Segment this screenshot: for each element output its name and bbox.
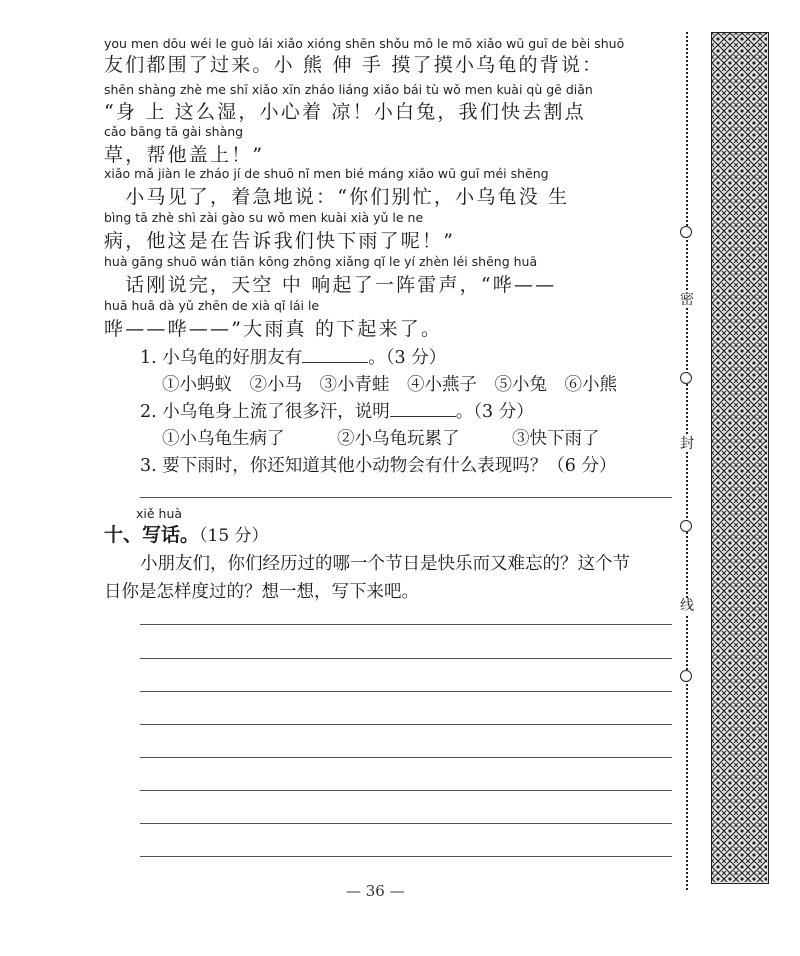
answer-blank[interactable] <box>302 348 368 363</box>
section-points: （15 分） <box>199 526 269 546</box>
section-title-pinyin: xiě huà <box>136 506 183 521</box>
pinyin-line-4: xiǎo mǎ jiàn le zháo jí de shuō nǐ men bié máng xiǎo wū guī méi shēng <box>104 166 549 181</box>
question-text: 要下雨时，你还知道其他小动物会有什么表现吗？（6 分） <box>162 456 617 476</box>
pinyin-line-7: huā huā dà yǔ zhēn de xià qǐ lái le <box>104 298 320 313</box>
pinyin-line-6: huà gāng shuō wán tiān kōng zhōng xiǎng qǐ le yí zhèn léi shēng huā <box>104 254 538 269</box>
hanzi-line-2: “身 上 这么湿，小心着 凉！小白兔，我们快去割点 <box>104 101 586 123</box>
pinyin-line-3: cǎo bāng tā gài shàng <box>104 124 244 139</box>
question-number: 2. <box>140 402 157 422</box>
writing-line[interactable] <box>140 790 672 791</box>
section-title-text: 十、写话。 <box>104 524 200 546</box>
hanzi-line-3: 草，帮他盖上！” <box>104 144 265 166</box>
question-points: 。（3 分） <box>368 348 447 368</box>
hanzi-line-6: 话刚说完，天空 中 响起了一阵雷声，“哗—— <box>104 274 557 296</box>
question-text: 小乌龟的好朋友有 <box>162 348 303 368</box>
binding-ring <box>680 372 692 384</box>
question-3 <box>140 452 616 477</box>
question-number: 3. <box>140 456 157 476</box>
section-title <box>104 520 269 547</box>
answer-line-q3[interactable] <box>140 497 672 498</box>
pinyin-line-5: bìng tā zhè shì zài gào su wǒ men kuài xià yǔ le ne <box>104 210 424 225</box>
question-text: 小乌龟身上流了很多汗，说明 <box>162 402 390 422</box>
hanzi-line-5: 病，他这是在告诉我们快下雨了呢！” <box>104 230 456 252</box>
binding-ring <box>680 670 692 682</box>
writing-line[interactable] <box>140 823 672 824</box>
hanzi-line-7: 哗——哗——”大雨真 的下起来了。 <box>104 318 443 340</box>
writing-line[interactable] <box>140 624 672 625</box>
binding-dotted-line <box>686 32 688 890</box>
binding-ring <box>680 520 692 532</box>
binding-label-mi: 密 <box>680 292 694 308</box>
writing-prompt-line-1: 小朋友们，你们经历过的哪一个节日是快乐而又难忘的？这个节 <box>140 554 630 574</box>
binding-ring <box>680 226 692 238</box>
hanzi-line-1: 友们都围了过来。小 熊 伸 手 摸了摸小乌龟的背说： <box>104 54 604 76</box>
binding-label-xian: 线 <box>680 598 694 614</box>
pinyin-line-1: you men dōu wéi le guò lái xiǎo xióng shēn shǒu mō le mō xiǎo wū guī de bèi shuō <box>104 36 625 51</box>
writing-line[interactable] <box>140 757 672 758</box>
hanzi-line-4: 小马见了，着急地说：“你们别忙，小乌龟没 生 <box>104 186 570 208</box>
question-1 <box>140 344 446 369</box>
question-2-options: ①小乌龟生病了 ②小乌龟玩累了 ③快下雨了 <box>162 429 600 449</box>
binding-label-feng: 封 <box>680 436 694 452</box>
decorative-binding-strip <box>711 32 769 884</box>
lattice-pattern <box>712 33 767 882</box>
question-number: 1. <box>140 348 157 368</box>
page-number: — 36 — <box>346 882 405 900</box>
writing-line[interactable] <box>140 856 672 857</box>
question-points: 。（3 分） <box>455 402 534 422</box>
writing-line[interactable] <box>140 691 672 692</box>
question-2 <box>140 398 534 423</box>
question-1-options: ①小蚂蚁 ②小马 ③小青蛙 ④小燕子 ⑤小兔 ⑥小熊 <box>162 375 617 395</box>
writing-line[interactable] <box>140 658 672 659</box>
pinyin-line-2: shēn shàng zhè me shī xiǎo xīn zháo liáng xiǎo bái tù wǒ men kuài qù gē diǎn <box>104 82 593 97</box>
writing-prompt-line-2: 日你是怎样度过的？想一想，写下来吧。 <box>104 582 419 602</box>
answer-blank[interactable] <box>390 402 456 417</box>
writing-line[interactable] <box>140 724 672 725</box>
